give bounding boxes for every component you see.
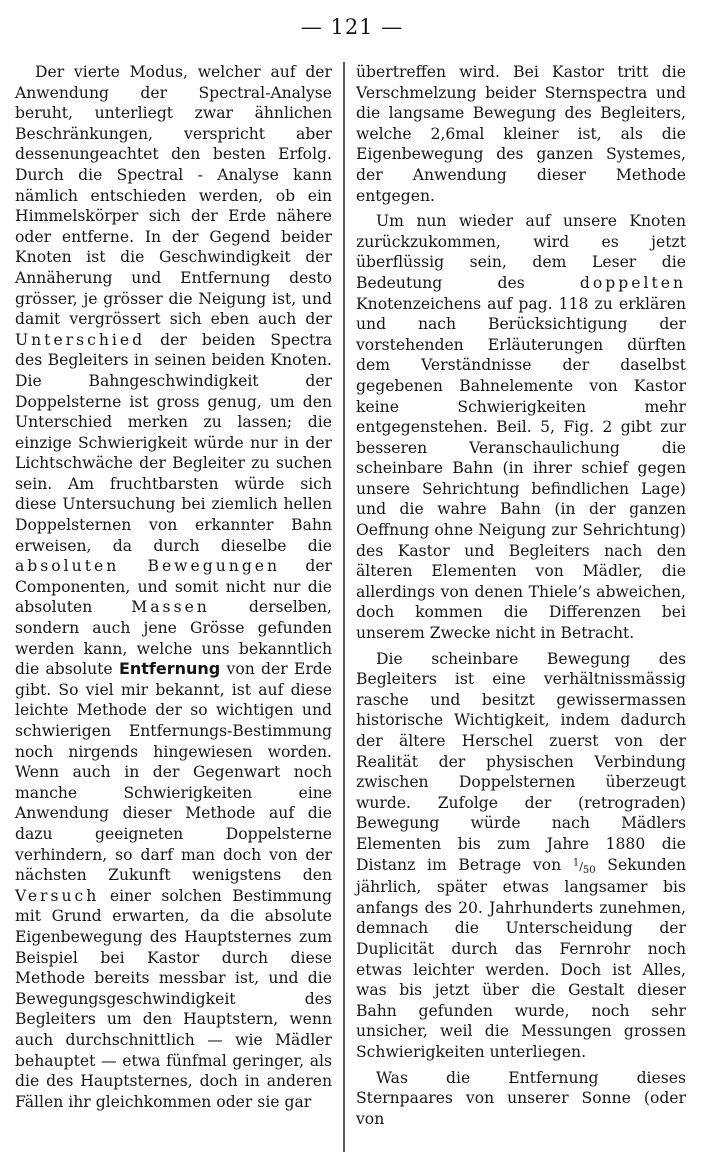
fraction-denominator: 50 xyxy=(582,864,596,876)
spaced-text: Massen xyxy=(131,598,210,617)
paragraph xyxy=(15,62,332,1112)
spaced-text: doppelten xyxy=(579,273,686,292)
text-run: von der Erde gibt. So viel mir bekannt, ist auf diese leichte Methode der so wichtigen und schwierigen Entfernungs-Bestimmung noch nirgends hingewiesen worden. Wenn auch in der Gegenwart noch manche Schwierigkeiten eine Anwendung dieser Methode auf die dazu geeigneten Doppelsterne verhindern, so darf man doch von der nächsten Zukunft wenigstens den xyxy=(15,660,332,885)
right-column xyxy=(356,62,686,1129)
fraction-numerator: 1 xyxy=(572,856,580,868)
text-run: der beiden Spectra des Begleiters in seinen beiden Knoten. Die Bahngeschwindigkeit der Doppelsterne ist gross genug, um den Unterschied merken zu lassen; die einzige Schwierigkeit würde nur in der Lichtschwäche der Begleiter zu suchen sein. Am fruchtbarsten würde sich diese Untersuchung bei ziemlich hellen Doppelsternen von erkannter Bahn erweisen, da durch dieselbe die xyxy=(15,330,332,555)
page-number: — 121 — xyxy=(300,15,404,39)
spaced-text: absoluten Bewegungen xyxy=(15,557,281,576)
fraction: $^1/_{50}$ xyxy=(572,856,596,876)
paragraph xyxy=(356,649,686,1063)
spaced-text: Unterschied xyxy=(15,330,146,349)
paragraph: übertreffen wird. Bei Kastor tritt die Verschmelzung beider Sternspectra und die langsame Bewegung des Begleiters, welche 2,6mal kleiner ist, als die Eigenbewegung des ganzen Systemes, der Anwendung dieser Methode entgegen. xyxy=(356,63,686,205)
paragraph: Was die Entfernung dieses Sternpaares von unserer Sonne (oder von xyxy=(356,1068,686,1128)
text-run: einer solchen Bestimmung mit Grund erwarten, da die absolute Eigenbewegung des Hauptsternes zum Beispiel bei Kastor durch diese Methode bereits messbar ist, und die Bewegungsgeschwindigkeit des Begleiters um den Hauptstern, wenn auch durchschnittlich — wie Mädler behauptet — etwa fünfmal geringer, als die des Hauptsternes, doch in anderen Fällen ihr gleichkommen oder sie gar xyxy=(15,886,332,1111)
text-run: Knotenzeichens auf pag. 118 zu erklären und nach Berücksichtigung der vorstehenden Erläuterungen dürften dem Verständnisse der daselbst gegebenen Bahnelemente von Kastor keine Schwierigkeiten mehr entgegenstehen. Beil. 5, Fig. 2 gibt zur besseren Veranschaulichung die scheinbare Bahn (in ihrer schief gegen unsere Sehrichtung befindlichen Lage) und die wahre Bahn (in der ganzen Oeffnung ohne Neigung zur Sehrichtung) des Kastor und Begleiters nach den älteren Elementen von Mädler, die allerdings von denen Thiele’s abweichen, doch kommen die Differenzen bei unserem Zwecke nicht in Betracht. xyxy=(356,294,686,643)
left-column xyxy=(15,62,332,1112)
paragraph xyxy=(356,211,686,643)
text-run: Der vierte Modus, welcher auf der Anwendung der Spectral-Analyse beruht, unterliegt zwar ähnlichen Beschränkungen, verspricht aber dessenungeachtet den besten Erfolg. Durch die Spectral - Analyse kann nämlich entschieden werden, ob ein Himmelskörper sich der Erde nähere oder entferne. In der Gegend beider Knoten ist die Geschwindigkeit der Annäherung und Entfernung desto grösser, je grösser die Neigung ist, und damit vergrössert sich eben auch der xyxy=(15,63,332,329)
text-run: der Componenten, und somit nicht nur die absoluten xyxy=(15,557,332,617)
bold-text: Entfernung xyxy=(118,659,221,679)
spaced-text: Versuch xyxy=(15,886,100,905)
text-run: derselben, sondern auch jene Grösse gefunden werden kann, welche uns bekanntlich die absolute xyxy=(15,598,332,679)
text-run: Die scheinbare Bewegung des Begleiters ist eine verhältnissmässig rasche und besitzt gewissermassen historische Wichtigkeit, indem dadurch der ältere Herschel zuerst von der Realität der physischen Verbindung zwischen Doppelsternen überzeugt wurde. Zufolge der (retrograden) Bewegung würde nach Mädlers Elementen bis zum Jahre 1880 die Distanz im Betrage von xyxy=(356,649,686,874)
text-run: Sekunden jährlich, später etwas langsamer bis anfangs des 20. Jahrhunderts zunehmen, demnach die Unterscheidung der Duplicität durch das Fernrohr noch etwas leichter werden. Doch ist Alles, was bis jetzt über die Gestalt dieser Bahn gefunden wurde, noch sehr unsicher, weil die Messungen grossen Schwierigkeiten unterliegen. xyxy=(356,855,686,1061)
text-run: Um nun wieder auf unsere Knoten zurückzukommen, wird es jetzt überflüssig sein, dem Leser die Bedeutung des xyxy=(356,212,686,292)
column-divider xyxy=(343,62,345,1152)
